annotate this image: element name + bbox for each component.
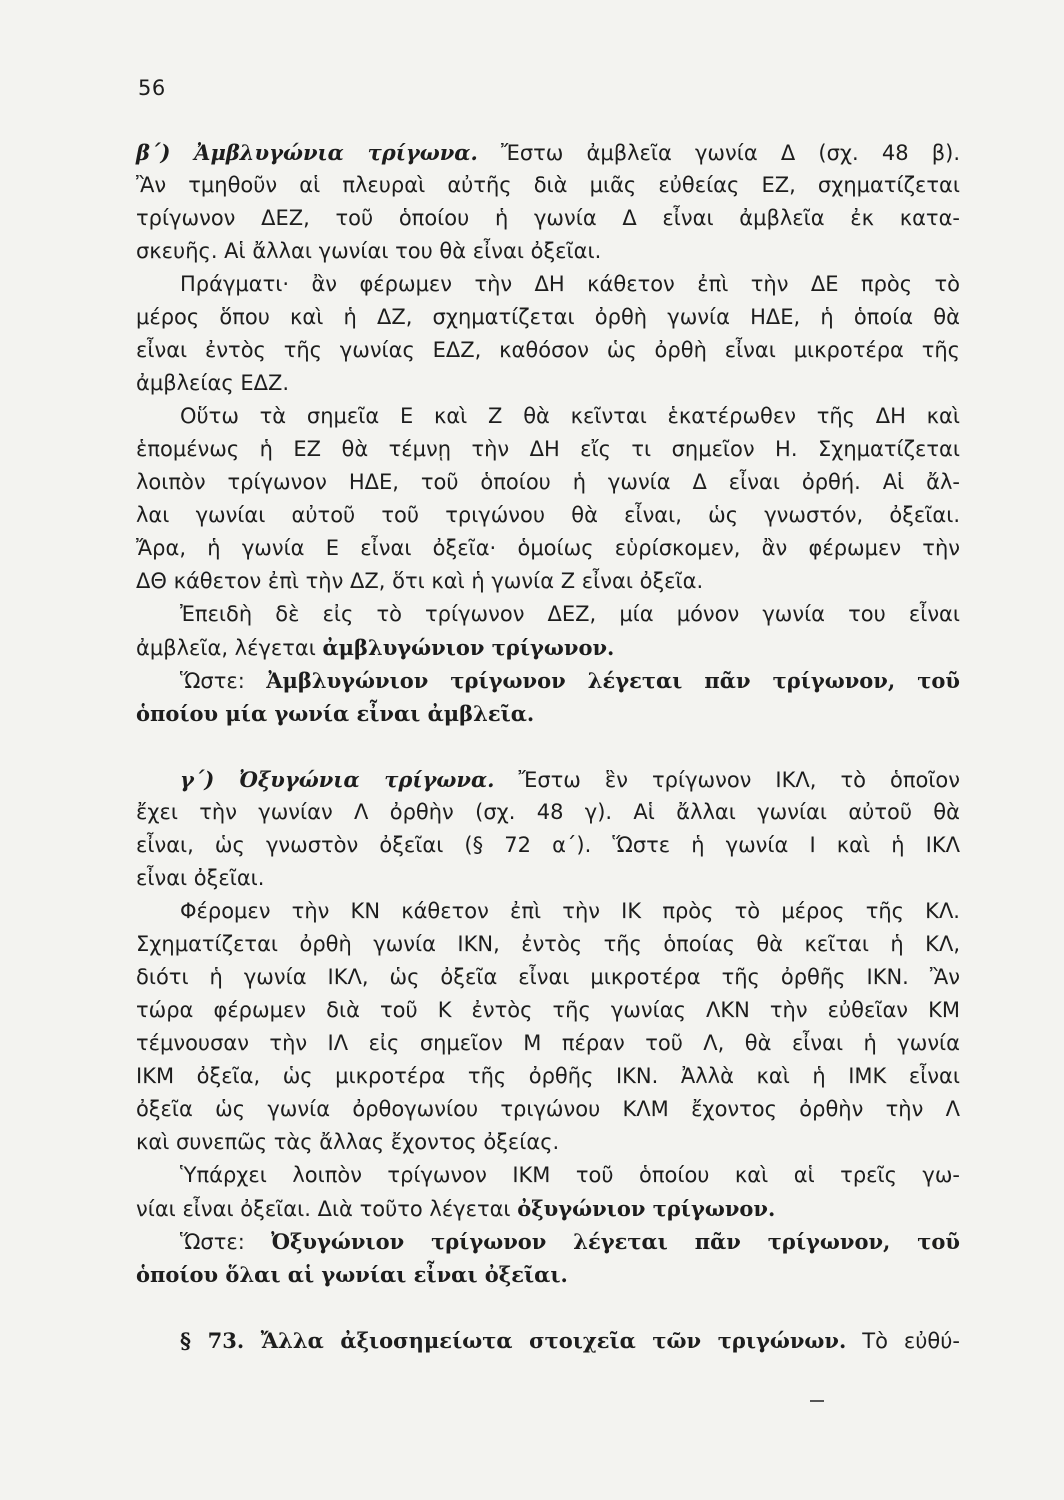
text-line	[136, 334, 960, 367]
text-run: καὶ συνεπῶς τὰς ἄλλας ἔχοντος ὀξείας.	[136, 1130, 560, 1154]
text-line	[136, 961, 960, 994]
text-line	[136, 928, 960, 961]
text-line	[136, 862, 960, 895]
text-line	[136, 1225, 960, 1258]
text-run: διότι ἡ γωνία ΙΚΛ, ὡς ὀξεῖα εἶναι μικροτέρα τῆς ὀρθῆς ΙΚΝ. Ἂν	[136, 965, 960, 989]
bold-text: ὀξυγώνιον τρίγωνον.	[517, 1196, 776, 1221]
text-line	[136, 466, 960, 499]
ink-mark	[810, 1400, 824, 1402]
text-line	[136, 1126, 960, 1159]
text-line	[136, 664, 960, 697]
text-line	[136, 268, 960, 301]
text-line	[136, 697, 960, 730]
page-number: 56	[138, 76, 166, 100]
text-run: Τὸ εὐθύ-	[846, 1329, 960, 1353]
text-line	[136, 499, 960, 532]
text-line	[136, 1291, 960, 1324]
text-run: Ἂν τμηθοῦν αἱ πλευραὶ αὐτῆς διὰ μιᾶς εὐθείας ΕΖ, σχηματίζεται	[136, 173, 960, 197]
bold-text: § 73. Ἄλλα ἀξιοσημείωτα στοιχεῖα τῶν τριγώνων.	[180, 1328, 847, 1353]
text-line	[136, 1027, 960, 1060]
text-line	[136, 235, 960, 268]
bold-text: ὁποίου ὅλαι αἱ γωνίαι εἶναι ὀξεῖαι.	[136, 1262, 568, 1287]
text-run: Ὥστε:	[180, 1230, 272, 1254]
text-run: ἀμβλείας ΕΔΖ.	[136, 371, 290, 395]
text-line	[136, 631, 960, 664]
text-run: Πράγματι· ἂν φέρωμεν τὴν ΔΗ κάθετον ἐπὶ τὴν ΔΕ πρὸς τὸ	[180, 272, 960, 296]
text-line	[136, 136, 960, 169]
text-line	[136, 532, 960, 565]
text-line	[136, 433, 960, 466]
text-run: Σχηματίζεται ὀρθὴ γωνία ΙΚΝ, ἐντὸς τῆς ὁποίας θὰ κεῖται ἡ ΚΛ,	[136, 932, 960, 956]
text-run: εἶναι ἐντὸς τῆς γωνίας ΕΔΖ, καθόσον ὡς ὀρθὴ εἶναι μικροτέρα τῆς	[136, 338, 960, 362]
text-run: Ἐπειδὴ δὲ εἰς τὸ τρίγωνον ΔΕΖ, μία μόνον γωνία του εἶναι	[180, 602, 960, 626]
text-run: νίαι εἶναι ὀξεῖαι. Διὰ τοῦτο λέγεται	[136, 1197, 518, 1221]
text-line	[136, 565, 960, 598]
text-line	[136, 829, 960, 862]
bold-text: Ἀμβλυγώνιον τρίγωνον λέγεται πᾶν τρίγωνον, τοῦ	[266, 668, 960, 693]
text-run: Φέρομεν τὴν ΚΝ κάθετον ἐπὶ τὴν ΙΚ πρὸς τὸ μέρος τῆς ΚΛ.	[180, 899, 960, 923]
text-line	[136, 169, 960, 202]
text-run: τρίγωνον ΔΕΖ, τοῦ ὁποίου ἡ γωνία Δ εἶναι ἀμβλεῖα ἐκ κατα-	[136, 206, 960, 230]
text-line	[136, 202, 960, 235]
text-line	[136, 730, 960, 763]
text-run: ὀξεῖα ὡς γωνία ὀρθογωνίου τριγώνου ΚΛΜ ἔχοντος ὀρθὴν τὴν Λ	[136, 1097, 960, 1121]
text-run: Ἔστω ἓν τρίγωνον ΙΚΛ, τὸ ὁποῖον	[494, 768, 960, 792]
text-line	[136, 763, 960, 796]
text-run: Ἔστω ἀμβλεῖα γωνία Δ (σχ. 48 β).	[477, 141, 960, 165]
text-line	[136, 1324, 960, 1357]
text-run: Ἄρα, ἡ γωνία Ε εἶναι ὀξεῖα· ὁμοίως εὑρίσκομεν, ἂν φέρωμεν τὴν	[136, 536, 960, 560]
text-line	[136, 1060, 960, 1093]
text-run: ἔχει τὴν γωνίαν Λ ὀρθὴν (σχ. 48 γ). Αἱ ἄλλαι γωνίαι αὐτοῦ θὰ	[136, 800, 960, 824]
text-run: ἀμβλεῖα, λέγεται	[136, 636, 323, 660]
text-run: ΙΚΜ ὀξεῖα, ὡς μικροτέρα τῆς ὀρθῆς ΙΚΝ. Ἀλλὰ καὶ ἡ ΙΜΚ εἶναι	[136, 1064, 960, 1088]
text-line	[136, 1093, 960, 1126]
text-line	[136, 796, 960, 829]
bold-text: ἀμβλυγώνιον τρίγωνον.	[322, 635, 615, 660]
text-line	[136, 1192, 960, 1225]
text-run: σκευῆς. Αἱ ἄλλαι γωνίαι του θὰ εἶναι ὀξεῖαι.	[136, 239, 602, 263]
text-run: Ὥστε:	[180, 669, 267, 693]
section-heading: β΄) Ἀμβλυγώνια τρίγωνα.	[136, 140, 478, 165]
page-body	[136, 136, 960, 1357]
text-line	[136, 400, 960, 433]
text-line	[136, 994, 960, 1027]
text-run: εἶναι, ὡς γνωστὸν ὀξεῖαι (§ 72 α΄). Ὥστε ἡ γωνία Ι καὶ ἡ ΙΚΛ	[136, 833, 960, 857]
text-run: ἑπομένως ἡ ΕΖ θὰ τέμνῃ τὴν ΔΗ εἴς τι σημεῖον Η. Σχηματίζεται	[136, 437, 960, 461]
text-run: τώρα φέρωμεν διὰ τοῦ Κ ἐντὸς τῆς γωνίας ΛΚΝ τὴν εὐθεῖαν ΚΜ	[136, 998, 960, 1022]
text-run: μέρος ὅπου καὶ ἡ ΔΖ, σχηματίζεται ὀρθὴ γωνία ΗΔΕ, ἡ ὁποία θὰ	[136, 305, 960, 329]
bold-text: ὁποίου μία γωνία εἶναι ἀμβλεῖα.	[136, 701, 535, 726]
text-line	[136, 301, 960, 334]
text-run: λοιπὸν τρίγωνον ΗΔΕ, τοῦ ὁποίου ἡ γωνία Δ εἶναι ὀρθή. Αἱ ἄλ-	[136, 470, 960, 494]
text-run: Ὑπάρχει λοιπὸν τρίγωνον ΙΚΜ τοῦ ὁποίου καὶ αἱ τρεῖς γω-	[180, 1163, 960, 1187]
text-line	[136, 367, 960, 400]
text-run: Οὕτω τὰ σημεῖα Ε καὶ Ζ θὰ κεῖνται ἑκατέρωθεν τῆς ΔΗ καὶ	[180, 404, 960, 428]
text-line	[136, 1159, 960, 1192]
section-heading: γ΄) Ὀξυγώνια τρίγωνα.	[180, 767, 495, 792]
text-run: εἶναι ὀξεῖαι.	[136, 866, 265, 890]
text-line	[136, 895, 960, 928]
text-run: ΔΘ κάθετον ἐπὶ τὴν ΔΖ, ὅτι καὶ ἡ γωνία Ζ εἶναι ὀξεῖα.	[136, 569, 704, 593]
text-run: λαι γωνίαι αὐτοῦ τοῦ τριγώνου θὰ εἶναι, ὡς γνωστόν, ὀξεῖαι.	[136, 503, 960, 527]
bold-text: Ὀξυγώνιον τρίγωνον λέγεται πᾶν τρίγωνον, τοῦ	[271, 1229, 960, 1254]
text-line	[136, 1258, 960, 1291]
text-line	[136, 598, 960, 631]
text-run: τέμνουσαν τὴν ΙΛ εἰς σημεῖον Μ πέραν τοῦ Λ, θὰ εἶναι ἡ γωνία	[136, 1031, 960, 1055]
